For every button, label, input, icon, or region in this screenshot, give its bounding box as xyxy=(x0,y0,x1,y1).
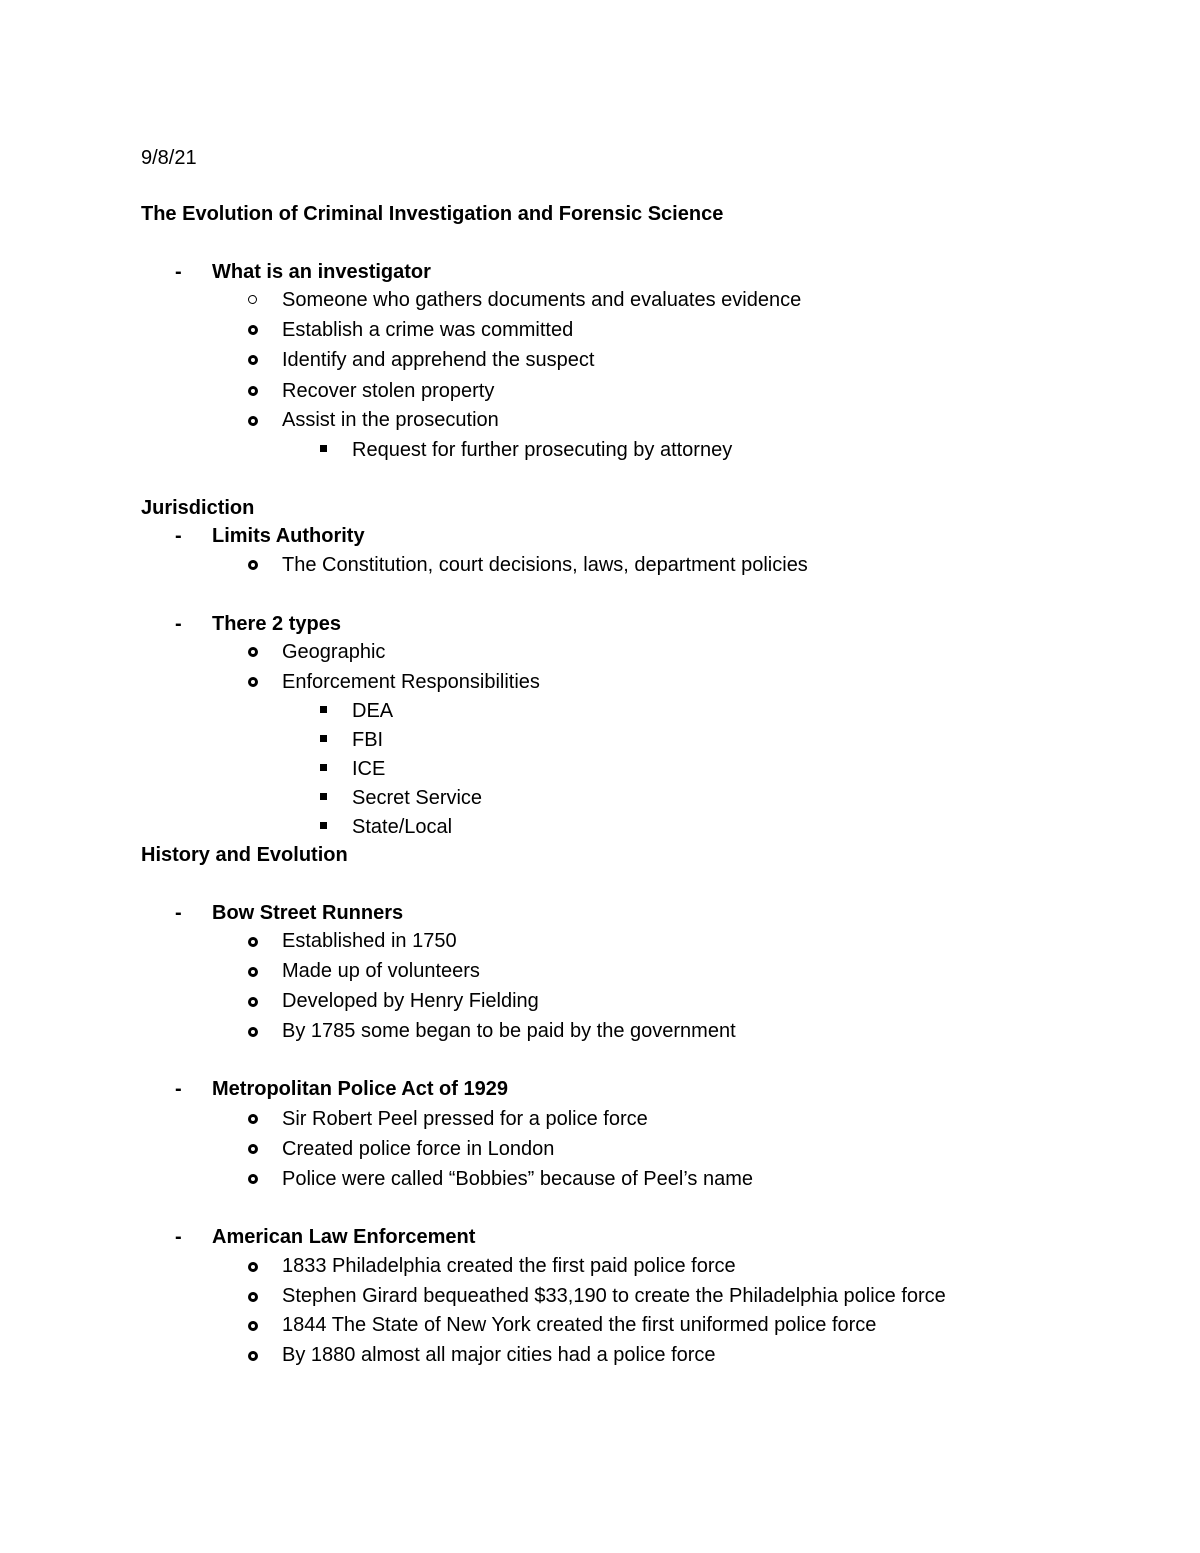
circle-bullet xyxy=(248,1027,258,1037)
circle-bullet xyxy=(248,937,258,947)
circle-bullet xyxy=(248,967,258,977)
list-item: Assist in the prosecution xyxy=(282,409,499,431)
sub-list-item: ICE xyxy=(352,758,386,780)
circle-bullet xyxy=(248,647,258,657)
heading-what-is-investigator: What is an investigator xyxy=(212,261,431,283)
square-bullet xyxy=(320,735,327,742)
list-item: By 1785 some began to be paid by the government xyxy=(282,1020,736,1042)
list-item: Establish a crime was committed xyxy=(282,319,574,341)
heading-types: There 2 types xyxy=(212,613,341,635)
heading-history: History and Evolution xyxy=(141,844,348,866)
circle-bullet xyxy=(248,325,258,335)
list-item: Enforcement Responsibilities xyxy=(282,671,540,693)
list-item: The Constitution, court decisions, laws, department policies xyxy=(282,554,808,576)
circle-bullet xyxy=(248,416,258,426)
date: 9/8/21 xyxy=(141,147,197,169)
circle-bullet xyxy=(248,1114,258,1124)
circle-bullet xyxy=(248,1292,258,1302)
heading-bow-street: Bow Street Runners xyxy=(212,902,404,924)
list-item: Someone who gathers documents and evaluates evidence xyxy=(282,289,802,311)
heading-jurisdiction: Jurisdiction xyxy=(141,497,255,519)
sub-list-item: FBI xyxy=(352,729,384,751)
list-item: Police were called “Bobbies” because of Peel’s name xyxy=(282,1168,754,1190)
sub-list-item: Request for further prosecuting by attorney xyxy=(352,439,733,461)
circle-bullet xyxy=(248,1321,258,1331)
dash-bullet: - xyxy=(175,1078,182,1100)
circle-bullet xyxy=(248,1174,258,1184)
circle-bullet xyxy=(248,386,258,396)
sub-list-item: State/Local xyxy=(352,816,453,838)
list-item: 1844 The State of New York created the first uniformed police force xyxy=(282,1314,877,1336)
circle-bullet xyxy=(248,997,258,1007)
sub-list-item: Secret Service xyxy=(352,787,483,809)
circle-bullet xyxy=(248,1351,258,1361)
list-item: Created police force in London xyxy=(282,1138,555,1160)
dash-bullet: - xyxy=(175,261,182,283)
heading-metropolitan: Metropolitan Police Act of 1929 xyxy=(212,1078,508,1100)
dash-bullet: - xyxy=(175,902,182,924)
list-item: Stephen Girard bequeathed $33,190 to create the Philadelphia police force xyxy=(282,1285,946,1307)
dash-bullet: - xyxy=(175,613,182,635)
square-bullet xyxy=(320,445,327,452)
sub-list-item: DEA xyxy=(352,700,394,722)
circle-bullet xyxy=(248,1262,258,1272)
dash-bullet: - xyxy=(175,1226,182,1248)
heading-limits-authority: Limits Authority xyxy=(212,525,365,547)
square-bullet xyxy=(320,822,327,829)
list-item: Established in 1750 xyxy=(282,930,457,952)
list-item: By 1880 almost all major cities had a police force xyxy=(282,1344,716,1366)
square-bullet xyxy=(320,764,327,771)
dash-bullet: - xyxy=(175,525,182,547)
list-item: Recover stolen property xyxy=(282,380,495,402)
open-circle-bullet xyxy=(248,295,257,304)
list-item: Identify and apprehend the suspect xyxy=(282,349,595,371)
circle-bullet xyxy=(248,1144,258,1154)
list-item: Sir Robert Peel pressed for a police force xyxy=(282,1108,648,1130)
circle-bullet xyxy=(248,560,258,570)
square-bullet xyxy=(320,706,327,713)
circle-bullet xyxy=(248,355,258,365)
list-item: Made up of volunteers xyxy=(282,960,480,982)
circle-bullet xyxy=(248,677,258,687)
list-item: 1833 Philadelphia created the first paid police force xyxy=(282,1255,736,1277)
document-title: The Evolution of Criminal Investigation and Forensic Science xyxy=(141,203,724,225)
list-item: Developed by Henry Fielding xyxy=(282,990,539,1012)
list-item: Geographic xyxy=(282,641,386,663)
square-bullet xyxy=(320,793,327,800)
heading-american: American Law Enforcement xyxy=(212,1226,476,1248)
